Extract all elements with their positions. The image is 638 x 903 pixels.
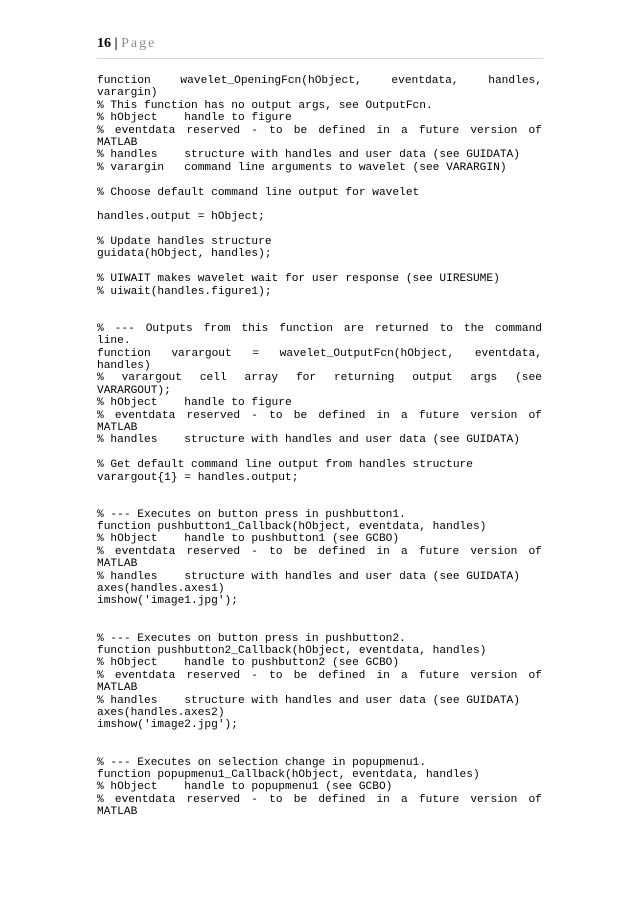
code-token: a <box>401 793 408 806</box>
code-line <box>97 125 542 137</box>
code-token: returning <box>333 372 395 385</box>
code-token: a <box>401 669 408 682</box>
code-token: wavelet_OpeningFcn(hObject, <box>180 75 362 87</box>
code-line: axes(handles.axes2) <box>97 706 225 719</box>
code-token: of <box>528 669 542 682</box>
code-token: reserved <box>186 545 241 558</box>
blank-line <box>97 484 542 509</box>
code-token: reserved <box>186 669 241 682</box>
code-line: MATLAB <box>97 136 138 149</box>
code-token: for <box>295 372 317 385</box>
blank-line <box>97 732 542 757</box>
code-line: % handles structure with handles and user data (see GUIDATA) <box>97 434 520 447</box>
code-line: % This function has no output args, see OutputFcn. <box>97 99 433 112</box>
code-token: cell <box>199 372 227 385</box>
code-token: args <box>470 372 498 385</box>
code-token: in <box>376 545 390 558</box>
code-token: be <box>293 545 308 558</box>
code-line: MATLAB <box>97 682 138 695</box>
code-token: - <box>251 124 259 137</box>
code-token: are <box>343 322 364 335</box>
code-token: to <box>269 124 283 137</box>
code-token: defined <box>318 669 366 682</box>
code-line: varargin) <box>97 87 158 100</box>
code-token: % <box>97 545 104 558</box>
code-token: future <box>418 409 460 422</box>
code-line: MATLAB <box>97 421 138 434</box>
code-line: handles) <box>97 360 151 372</box>
code-token: % <box>97 669 104 682</box>
code-token: of <box>528 793 542 806</box>
page-separator: | <box>111 36 122 51</box>
code-token: % <box>97 322 104 335</box>
code-token: of <box>528 409 542 422</box>
code-token: be <box>293 409 308 422</box>
blank-line <box>97 224 542 236</box>
code-token: reserved <box>186 793 241 806</box>
code-line: % Get default command line output from handles structure <box>97 459 473 472</box>
code-token: defined <box>318 124 366 137</box>
code-token: defined <box>318 793 366 806</box>
code-line: VARARGOUT); <box>97 384 171 397</box>
code-token: returned <box>374 322 429 335</box>
blank-line <box>97 298 542 323</box>
code-token: to <box>269 545 283 558</box>
code-line: line. <box>97 335 131 348</box>
code-line: handles.output = hObject; <box>97 211 265 224</box>
code-token: function <box>97 347 151 360</box>
code-line <box>97 75 542 87</box>
code-line: imshow('image1.jpg'); <box>97 595 238 608</box>
code-token: future <box>418 545 460 558</box>
code-token: % <box>97 124 104 137</box>
code-line: % Update handles structure <box>97 236 272 249</box>
page-number: 16 <box>97 36 111 51</box>
code-line: % hObject handle to pushbutton2 (see GCBO) <box>97 657 400 670</box>
code-token: (see <box>515 372 542 385</box>
code-token: to <box>439 322 453 335</box>
code-line: % --- Executes on button press in pushbutton2. <box>97 632 406 645</box>
code-token: this <box>241 322 269 335</box>
code-line: % handles structure with handles and user data (see GUIDATA) <box>97 694 520 707</box>
code-token: eventdata <box>114 669 176 682</box>
code-listing <box>97 75 542 819</box>
code-token: in <box>376 409 390 422</box>
code-line: % UIWAIT makes wavelet wait for user response (see UIRESUME) <box>97 273 500 286</box>
code-line: varargout{1} = handles.output; <box>97 471 299 484</box>
code-token: - <box>251 545 259 558</box>
code-token: a <box>401 124 408 137</box>
code-line: % handles structure with handles and user data (see GUIDATA) <box>97 149 520 162</box>
code-token: = <box>252 347 260 360</box>
code-token: future <box>418 124 460 137</box>
code-line: function pushbutton1_Callback(hObject, eventdata, handles) <box>97 521 487 534</box>
blank-line <box>97 608 542 633</box>
code-token: a <box>401 409 408 422</box>
code-token: varargout <box>171 347 232 360</box>
code-token: function <box>279 322 333 335</box>
code-line: % uiwait(handles.figure1); <box>97 285 272 298</box>
code-token: to <box>269 793 283 806</box>
code-token: - <box>251 669 259 682</box>
code-line: % Choose default command line output for wavelet <box>97 186 420 199</box>
blank-line <box>97 199 542 211</box>
code-token: a <box>401 545 408 558</box>
code-token: be <box>293 124 308 137</box>
code-line: axes(handles.axes1) <box>97 583 225 596</box>
code-line <box>97 372 542 384</box>
code-token: % <box>97 793 104 806</box>
code-token: future <box>418 793 460 806</box>
code-token: of <box>528 124 542 137</box>
code-token: in <box>376 793 390 806</box>
code-line: % hObject handle to figure <box>97 397 292 410</box>
code-token: in <box>376 669 390 682</box>
code-token: function <box>97 75 151 87</box>
code-line <box>97 670 542 682</box>
code-token: defined <box>318 409 366 422</box>
code-token: version <box>470 409 518 422</box>
code-token: in <box>376 124 390 137</box>
blank-line <box>97 261 542 273</box>
code-token: varargout <box>121 372 182 385</box>
code-token: be <box>293 793 308 806</box>
code-token: eventdata, <box>474 347 542 360</box>
code-line: % hObject handle to popupmenu1 (see GCBO) <box>97 781 393 794</box>
code-token: the <box>463 322 485 335</box>
code-token: version <box>470 124 518 137</box>
code-line: function popupmenu1_Callback(hObject, eventdata, handles) <box>97 768 480 781</box>
code-token: be <box>293 669 308 682</box>
code-token: eventdata, <box>391 75 459 87</box>
blank-line <box>97 174 542 186</box>
code-token: command <box>495 322 542 335</box>
code-line <box>97 410 542 422</box>
code-token: from <box>203 322 231 335</box>
code-token: array <box>244 372 279 385</box>
code-token: to <box>269 669 283 682</box>
code-line: % handles structure with handles and user data (see GUIDATA) <box>97 570 520 583</box>
code-token: to <box>269 409 283 422</box>
code-token: of <box>528 545 542 558</box>
code-line: MATLAB <box>97 558 138 571</box>
code-token: reserved <box>186 124 241 137</box>
code-token: defined <box>318 545 366 558</box>
code-token: output <box>412 372 453 385</box>
code-token: eventdata <box>114 124 176 137</box>
code-token: reserved <box>186 409 241 422</box>
code-token: eventdata <box>114 409 176 422</box>
code-token: version <box>470 669 518 682</box>
code-token: eventdata <box>114 545 176 558</box>
code-line <box>97 348 542 360</box>
code-line: function pushbutton2_Callback(hObject, eventdata, handles) <box>97 645 487 658</box>
code-token: % <box>97 372 104 385</box>
code-token: eventdata <box>114 793 176 806</box>
code-line: % hObject handle to pushbutton1 (see GCBO) <box>97 533 400 546</box>
page-label: Page <box>121 36 157 51</box>
code-token: - <box>251 793 259 806</box>
code-line: imshow('image2.jpg'); <box>97 719 238 732</box>
code-token: version <box>470 793 518 806</box>
code-token: --- <box>114 322 135 335</box>
code-line: % --- Executes on selection change in popupmenu1. <box>97 756 426 769</box>
code-line <box>97 794 542 806</box>
code-token: future <box>418 669 460 682</box>
code-line: % varargin command line arguments to wavelet (see VARARGIN) <box>97 161 507 174</box>
code-line: % --- Executes on button press in pushbutton1. <box>97 508 406 521</box>
code-line: MATLAB <box>97 806 138 819</box>
blank-line <box>97 447 542 459</box>
code-line: guidata(hObject, handles); <box>97 248 272 261</box>
page-header <box>97 36 543 59</box>
code-line <box>97 546 542 558</box>
code-token: version <box>470 545 518 558</box>
code-token: % <box>97 409 104 422</box>
code-token: handles, <box>488 75 542 87</box>
code-token: wavelet_OutputFcn(hObject, <box>279 347 455 360</box>
code-line: % hObject handle to figure <box>97 112 292 125</box>
code-token: - <box>251 409 259 422</box>
code-token: Outputs <box>145 322 193 335</box>
code-line <box>97 323 542 335</box>
